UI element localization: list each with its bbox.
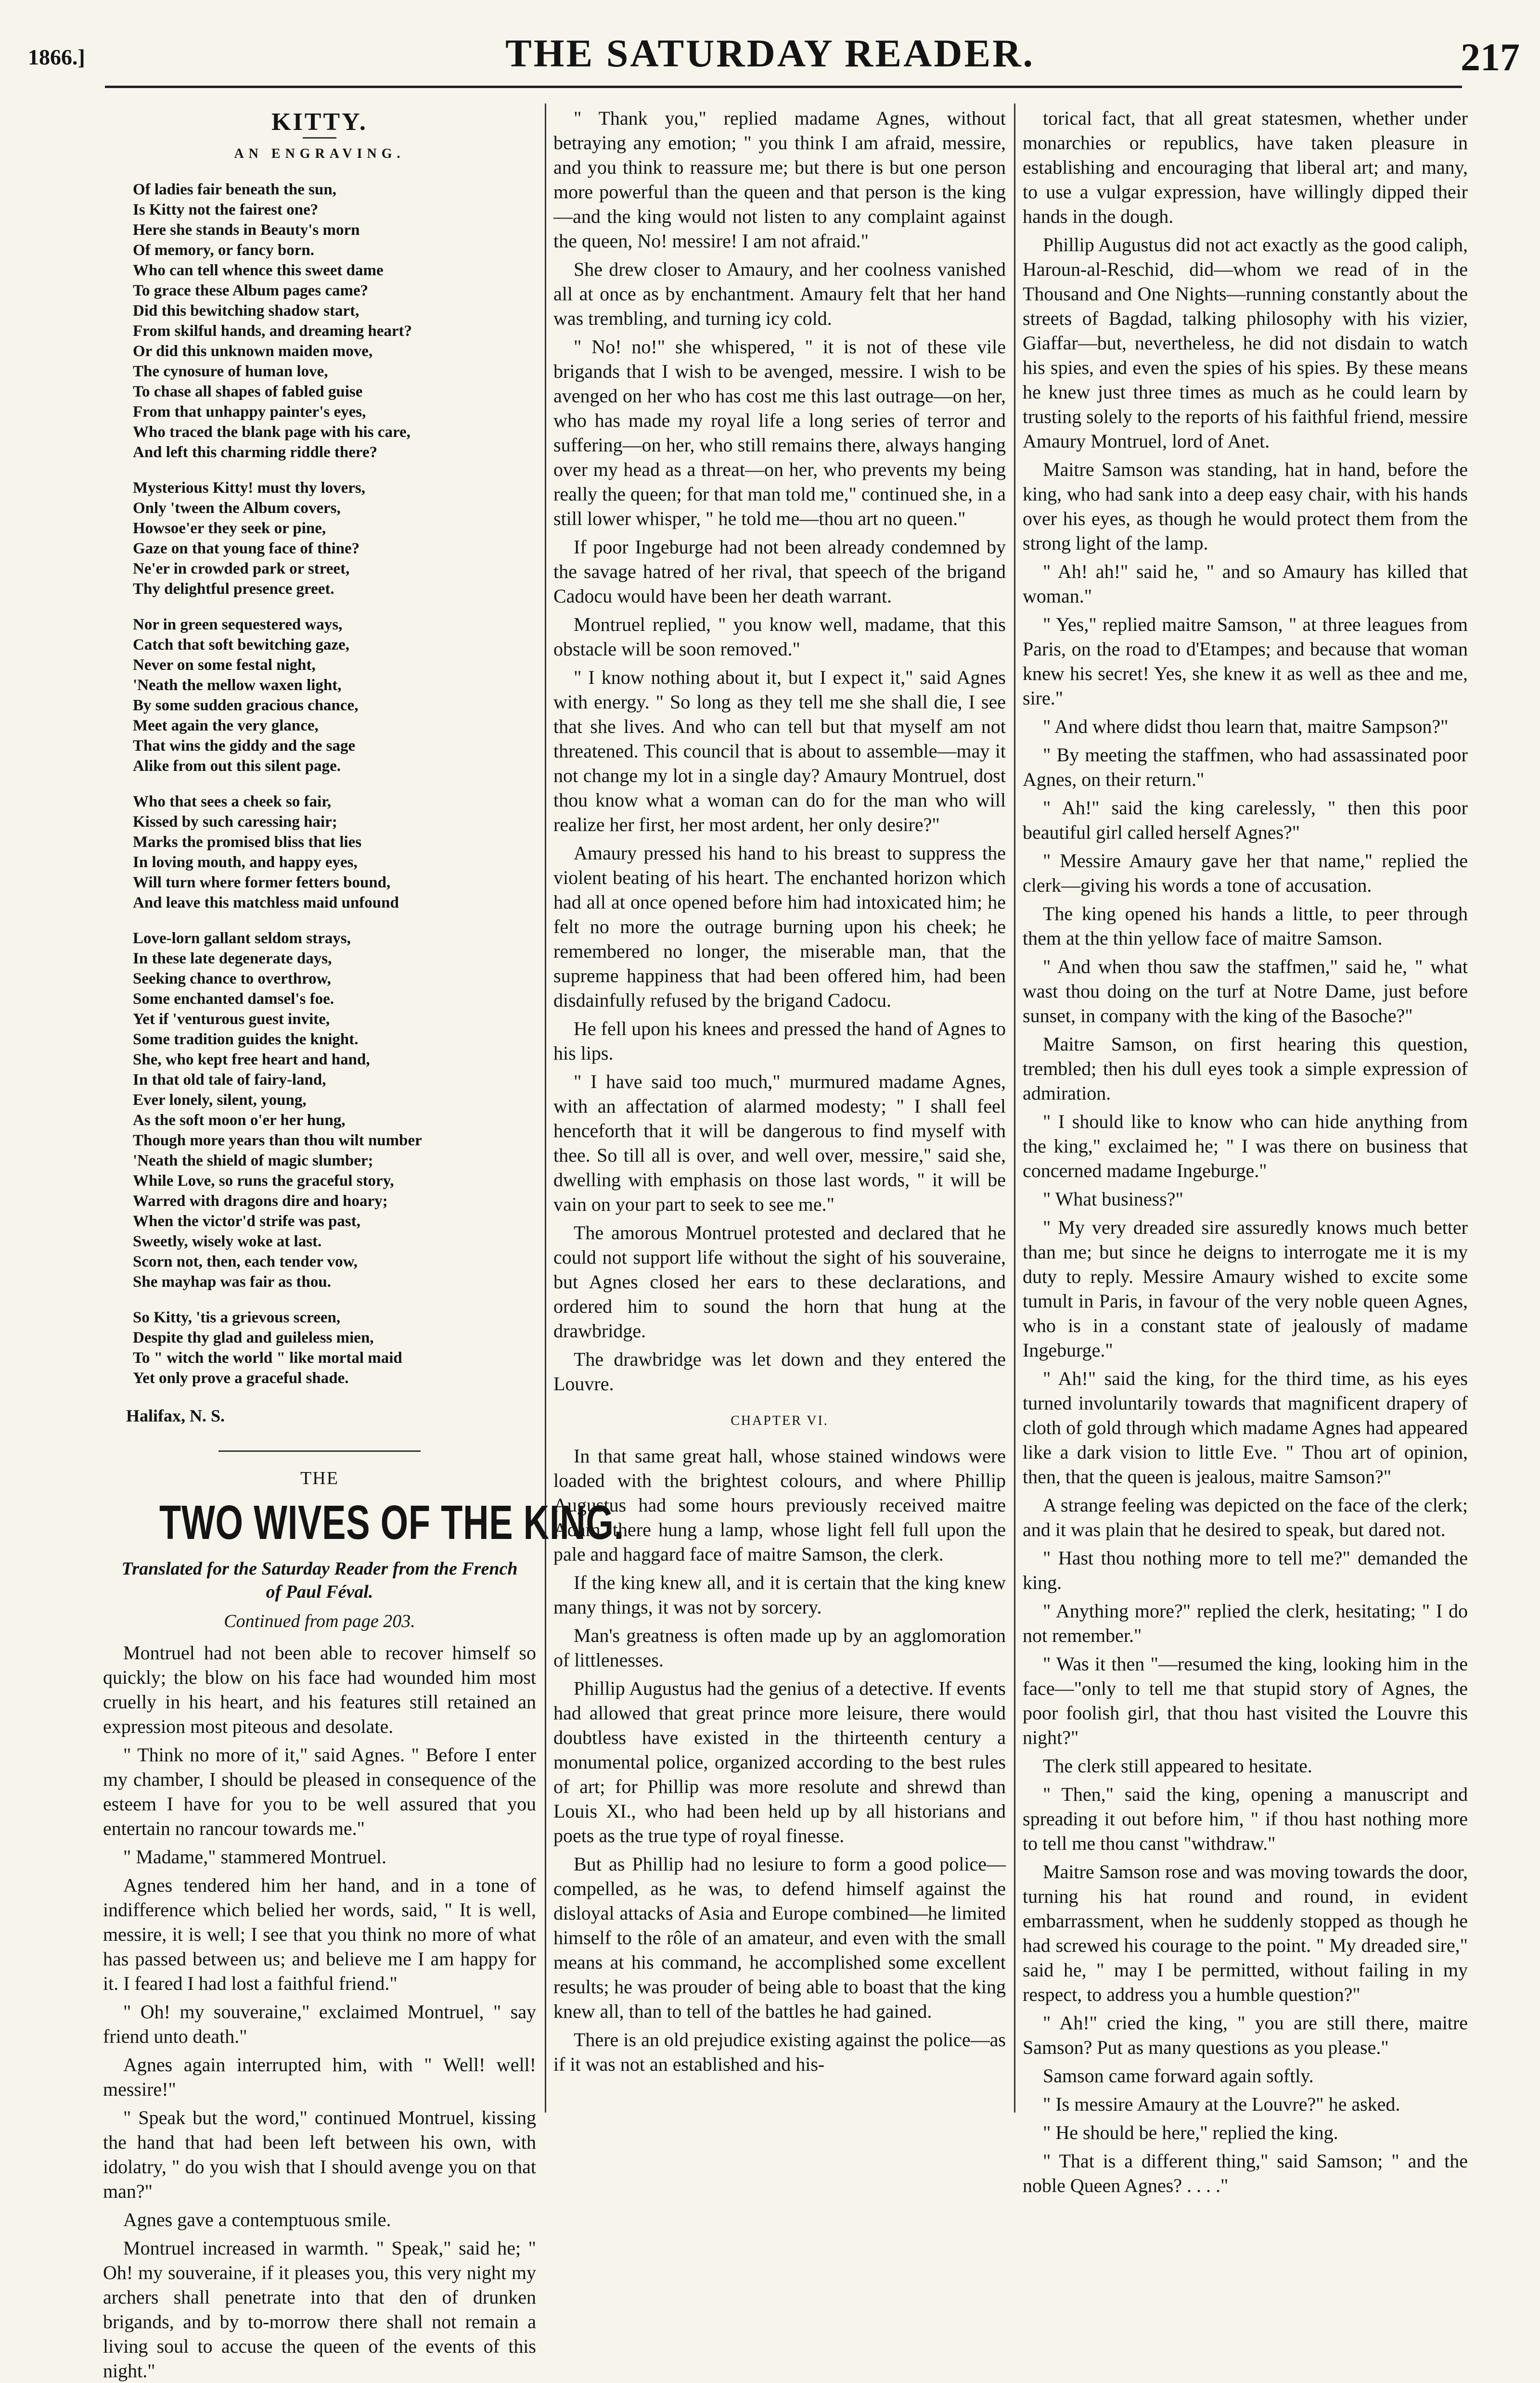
poem-stanza [133, 478, 536, 599]
chapter-heading: CHAPTER VI. [731, 1413, 829, 1428]
poem-line: By some sudden gracious chance, [133, 697, 359, 714]
poem-line: And left this charming riddle there? [133, 444, 378, 461]
paragraph: Agnes tendered him her hand, and in a tone of indifference which belied her words, said, " It is well, messire, it is well; I see that you think no more of what has passed between us; and believe me I am happy for it. I feared I had lost a faithful friend." [103, 1874, 536, 1994]
poem-line: Mysterious Kitty! must thy lovers, [133, 479, 366, 497]
column-3-text [1023, 106, 1468, 2198]
paragraph: Montruel increased in warmth. " Speak," said he; " Oh! my souveraine, if it pleases you, this very night my archers shall penetrate into that den of drunken brigands, and by to-morrow there shall not remain a living soul to accuse the queen of the events of this night." [103, 2237, 536, 2382]
poem-line: The cynosure of human love, [133, 363, 328, 380]
paragraph: " Oh! my souveraine," exclaimed Montruel, " say friend unto death." [103, 2001, 536, 2047]
paragraph: Montruel replied, " you know well, madame, that this obstacle will be soon removed." [553, 614, 1006, 660]
paragraph: A strange feeling was depicted on the face of the clerk; and it was plain that he desired to speak, but dared not. [1023, 1494, 1468, 1540]
paragraph: Maitre Samson rose and was moving towards the door, turning his hat round and round, in evident embarrassment, when he suddenly stopped as though he had screwed his courage to the point. " My dreaded sire," said he, " may I be permitted, without failing in my respect, to address you a humble question?" [1023, 1861, 1468, 2005]
paragraph: Man's greatness is often made up by an agglomoration of littlenesses. [553, 1625, 1006, 1671]
poem-line: Alike from out this silent page. [133, 757, 341, 775]
paragraph: " I have said too much," murmured madame Agnes, with an affectation of alarmed modesty; " I shall feel henceforth that it will be dangerous to find myself with thee. So till all is over, and well over, messire," said she, dwelling with emphasis on those last words, " it will be vain on your part to seek to see me." [553, 1071, 1006, 1215]
poem-line: To grace these Album pages came? [133, 282, 369, 299]
paragraph: " Ah!" said the king, for the third time, as his eyes turned involuntarily towards that magnificent drapery of cloth of gold through which madame Agnes had appeared like a dark vision to little Eve. " Thou art of opinion, then, that the queen is jealous, maitre Samson?" [1023, 1368, 1468, 1487]
paragraph: The amorous Montruel protested and declared that he could not support life without the sight of his souveraine, but Agnes closed her ears to these declarations, and ordered him to sound the horn that hung at the drawbridge. [553, 1222, 1006, 1342]
poem-line: Sweetly, wisely woke at last. [133, 1233, 322, 1250]
paragraph: If the king knew all, and it is certain that the king knew many things, it was not by sorcery. [553, 1572, 1006, 1618]
poem-body [103, 179, 536, 1388]
poem-line: Though more years than thou wilt number [133, 1132, 422, 1149]
paragraph: " He should be here," replied the king. [1043, 2122, 1338, 2143]
paragraph: torical fact, that all great statesmen, whether under monarchies or republics, have taken pleasure in establishing and encouraging that liberal art; and many, to use a vulgar expression, have willingly dipped their hands in the dough. [1023, 107, 1468, 227]
poem-line: Some tradition guides the knight. [133, 1031, 359, 1048]
paragraph: " Madame," stammered Montruel. [123, 1846, 386, 1868]
poem-line: Who can tell whence this sweet dame [133, 262, 384, 279]
poem-stanza [133, 179, 536, 462]
poem-subtitle: AN ENGRAVING. [234, 146, 405, 161]
poem-stanza [133, 792, 536, 913]
masthead-title: THE SATURDAY READER. [505, 31, 1035, 75]
issue-date: 1866.] [28, 45, 85, 69]
story-the: THE [300, 1468, 339, 1488]
paragraph: " Was it then "—resumed the king, looking him in the face—"only to tell me that stupid story of Agnes, the poor foolish girl, that thou hast visited the Louvre this night?" [1023, 1653, 1468, 1748]
poem-line: Did this bewitching shadow start, [133, 302, 359, 320]
header-rule [105, 86, 1462, 88]
column-divider [545, 103, 546, 2113]
poem-line: Is Kitty not the fairest one? [133, 201, 319, 218]
poem-line: Seeking chance to overthrow, [133, 970, 331, 987]
paragraph: Maitre Samson, on first hearing this question, trembled; then his dull eyes took a simple expression of admiration. [1023, 1033, 1468, 1104]
paragraph: She drew closer to Amaury, and her coolness vanished all at once as by enchantment. Amaury felt that her hand was trembling, and turning icy cold. [553, 258, 1006, 329]
poem-line: In that old tale of fairy-land, [133, 1071, 326, 1089]
poem-place: Halifax, N. S. [126, 1406, 225, 1425]
paragraph: Phillip Augustus had the genius of a detective. If events had allowed that great prince more leisure, there would doubtless have existed in the thirteenth century a monumental police, organized according to the best rules of art; for Phillip was more resolute and shrewd than Louis XI., who had been held up by all historians and poets as the true type of royal finesse. [553, 1678, 1006, 1846]
poem-line: Here she stands in Beauty's morn [133, 221, 360, 239]
column-3 [1023, 106, 1468, 2196]
poem-line: In these late degenerate days, [133, 950, 332, 967]
paragraph: Maitre Samson was standing, hat in hand, before the king, who had sank into a deep easy chair, with his hands over his eyes, as though he would protect them from the strong light of the lamp. [1023, 459, 1468, 554]
poem-line: From skilful hands, and dreaming heart? [133, 322, 412, 340]
poem-line: Some enchanted damsel's foe. [133, 990, 334, 1008]
paragraph: " Think no more of it," said Agnes. " Before I enter my chamber, I should be pleased in consequence of the esteem I have for you to be well assured that you entertain no rancour towards me." [103, 1744, 536, 1839]
paragraph: " That is a different thing," said Samson; " and the noble Queen Agnes? . . . ." [1023, 2150, 1468, 2196]
poem-line: To chase all shapes of fabled guise [133, 383, 363, 400]
continued-note: Continued from page 203. [224, 1611, 415, 1631]
poem-line: To " witch the world " like mortal maid [133, 1349, 402, 1367]
poem-stanza [133, 928, 536, 1292]
paragraph: But as Phillip had no lesiure to form a good police—compelled, as he was, to defend himself against the disloyal attacks of Asia and Europe combined—he limited himself to the rôle of an amateur, and even with the small means at his command, he accomplished some excellent results; he was prouder of being able to boast that the king knew all, than to tell of the battles he had gained. [553, 1853, 1006, 2022]
poem-line: Yet if 'venturous guest invite, [133, 1011, 330, 1028]
paragraph: Amaury pressed his hand to his breast to suppress the violent beating of his heart. The enchanted horizon which had all at once opened before him had intoxicated him; he felt no more the outrage burning upon his cheek; he remembered no longer, the miserable man, that the supreme happiness that had been offered him, had been disdainfully refused by the brigand Cadocu. [553, 842, 1006, 1011]
paragraph: In that same great hall, whose stained windows were loaded with the brightest colours, and where Phillip Augustus had some hours previously received maitre Adam, there hung a lamp, whose light fell full upon the pale and haggard face of maitre Samson, the clerk. [553, 1445, 1006, 1565]
poem-title: KITTY. [271, 108, 368, 136]
poem-line: Gaze on that young face of thine? [133, 540, 360, 557]
paragraph: " Hast thou nothing more to tell me?" demanded the king. [1023, 1547, 1468, 1593]
poem-line: Yet only prove a graceful shade. [133, 1370, 349, 1387]
poem-line: Meet again the very glance, [133, 717, 319, 734]
paragraph: He fell upon his knees and pressed the hand of Agnes to his lips. [553, 1018, 1006, 1064]
poem-stanza [133, 1307, 536, 1388]
column-2 [553, 106, 1006, 2122]
paragraph: Montruel had not been able to recover himself so quickly; the blow on his face had wounded him most cruelly in his heart, and his features still retained an expression most piteous and desolate. [103, 1642, 536, 1737]
poem-line: Kissed by such caressing hair; [133, 813, 337, 831]
poem-line: From that unhappy painter's eyes, [133, 403, 366, 421]
poem-line: Despite thy glad and guileless mien, [133, 1329, 374, 1346]
paragraph: " By meeting the staffmen, who had assassinated poor Agnes, on their return." [1023, 744, 1468, 790]
paragraph: " I know nothing about it, but I expect it," said Agnes with energy. " So long as they tell me she shall die, I see that she lives. And who can tell but that myself am not threatened. This council that is about to assemble—may it not change my lot in a single day? Amaury Montruel, dost thou know what a woman can do for the man who will realize her first, her most ardent, her only desire?" [553, 666, 1006, 835]
poem-line: Who that sees a cheek so fair, [133, 793, 332, 810]
paragraph: " Messire Amaury gave her that name," replied the clerk—giving his words a tone of accusation. [1023, 850, 1468, 896]
poem-line: While Love, so runs the graceful story, [133, 1172, 394, 1190]
poem-line: As the soft moon o'er her hung, [133, 1112, 346, 1129]
paragraph: The clerk still appeared to hesitate. [1043, 1755, 1312, 1777]
poem-line: Thy delightful presence greet. [133, 580, 334, 598]
poem-line: Will turn where former fetters bound, [133, 874, 391, 891]
poem-line: Ever lonely, silent, young, [133, 1091, 307, 1109]
poem-line: She mayhap was fair as thou. [133, 1273, 331, 1291]
poem-line: Howsoe'er they seek or pine, [133, 520, 326, 537]
translation-note: Translated for the Saturday Reader from the French of Paul Féval. [121, 1559, 518, 1602]
paragraph: " And when thou saw the staffmen," said he, " what wast thou doing on the turf at Notre Dame, just before sunset, in company with the king of the Basoche?" [1023, 956, 1468, 1026]
paragraph: " Is messire Amaury at the Louvre?" he asked. [1043, 2093, 1400, 2115]
paragraph: The king opened his hands a little, to peer through them at the thin yellow face of maitre Samson. [1023, 903, 1468, 949]
paragraph: " Anything more?" replied the clerk, hesitating; " I do not remember." [1023, 1600, 1468, 1646]
paragraph: " Yes," replied maitre Samson, " at three leagues from Paris, on the road to d'Etampes; and because that woman knew his secret! Yes, she knew it as well as thee and me, sire." [1023, 614, 1468, 709]
poem-line: Marks the promised bliss that lies [133, 833, 362, 851]
paragraph: Agnes gave a contemptuous smile. [123, 2209, 391, 2230]
column-2-text [553, 106, 1006, 1396]
paragraph: " Ah!" cried the king, " you are still there, maitre Samson? Put as many questions as you please." [1023, 2012, 1468, 2058]
poem-line: Or did this unknown maiden move, [133, 343, 373, 360]
paragraph: Agnes again interrupted him, with " Well! well! messire!" [103, 2054, 536, 2100]
paragraph: " Thank you," replied madame Agnes, without betraying any emotion; " you think I am afraid, messire, and you think to reassure me; but there is but one person more powerful than the queen and that person is the king—and the king would not listen to any complaint against the queen, No! messire! I am not afraid." [553, 107, 1006, 252]
paragraph: " I should like to know who can hide anything from the king," exclaimed he; " I was there on business that concerned madame Ingeburge." [1023, 1111, 1468, 1181]
poem-line: That wins the giddy and the sage [133, 737, 356, 755]
poem-line: Never on some festal night, [133, 656, 316, 674]
divider [218, 1450, 421, 1452]
divider [303, 137, 336, 139]
poem-line: And leave this matchless maid unfound [133, 894, 399, 911]
poem-line: 'Neath the mellow waxen light, [133, 677, 342, 694]
poem-line: Of ladies fair beneath the sun, [133, 181, 336, 198]
column-2-text-b [553, 1444, 1006, 2076]
story-title: TWO WIVES OF THE KING. [159, 1496, 624, 1550]
paragraph: " No! no!" she whispered, " it is not of these vile brigands that I wish to be avenged, messire. I wish to be avenged on her who has cost me this last outrage—on her, who has made my royal life a long series of terror and suffering—on her, who still remains there, always hanging over my head as a threat—on her, who prevents my being really the queen; for that man told me," continued she, in a still lower whisper, " he told me—thou art no queen." [553, 336, 1006, 529]
paragraph: Phillip Augustus did not act exactly as the good caliph, Haroun-al-Reschid, did—whom we read of in the Thousand and One Nights—running constantly about the streets of Bagdad, talking philosophy with his vizier, Giaffar—but, nevertheless, he did not disdain to watch his spies, and even the spies of his spies. By these means he knew just three times as much as he could learn by trusting solely to the reports of his faithful friend, messire Amaury Montruel, lord of Anet. [1023, 234, 1468, 452]
page-header [0, 0, 1540, 96]
poem-line: Love-lorn gallant seldom strays, [133, 930, 351, 947]
page-number: 217 [1461, 35, 1520, 79]
poem-line: 'Neath the shield of magic slumber; [133, 1152, 373, 1169]
poem-line: She, who kept free heart and hand, [133, 1051, 370, 1068]
poem-line: Ne'er in crowded park or street, [133, 560, 350, 577]
poem-line: Scorn not, then, each tender vow, [133, 1253, 358, 1270]
paragraph: " Then," said the king, opening a manuscript and spreading it out before him, " if thou hast nothing more to tell me thou canst "withdraw." [1023, 1783, 1468, 1854]
column-1-text [103, 1640, 536, 2383]
paragraph: The drawbridge was let down and they entered the Louvre. [553, 1348, 1006, 1395]
column-divider [1014, 103, 1015, 2113]
paragraph: " What business?" [1043, 1188, 1183, 1210]
poem-line: Only 'tween the Album covers, [133, 500, 341, 517]
poem-line: Of memory, or fancy born. [133, 242, 315, 259]
paragraph: " My very dreaded sire assuredly knows much better than me; but since he deigns to interrogate me it is my duty to reply. Messire Amaury wished to excite some tumult in Paris, in favour of the very noble queen Agnes, who is in a constant state of jealously of madame Ingeburge." [1023, 1217, 1468, 1361]
poem-line: Who traced the blank page with his care, [133, 423, 411, 441]
poem-line: Catch that soft bewitching gaze, [133, 636, 350, 653]
poem-stanza [133, 615, 536, 776]
column-1 [103, 106, 624, 2382]
paragraph: If poor Ingeburge had not been already condemned by the savage hatred of her rival, that speech of the brigand Cadocu would have been her death warrant. [553, 536, 1006, 607]
paragraph: " And where didst thou learn that, maitre Sampson?" [1043, 716, 1449, 737]
poem-line: When the victor'd strife was past, [133, 1213, 360, 1230]
poem-line: In loving mouth, and happy eyes, [133, 854, 358, 871]
poem-line: Nor in green sequestered ways, [133, 616, 343, 633]
paragraph: Samson came forward again softly. [1043, 2065, 1314, 2087]
paragraph: There is an old prejudice existing against the police—as if it was not an established and his- [553, 2029, 1006, 2075]
poem-line: So Kitty, 'tis a grievous screen, [133, 1309, 341, 1326]
paragraph: " Speak but the word," continued Montruel, kissing the hand that had been left between his own, with idolatry, " do you wish that I should avenge you on that man?" [103, 2107, 536, 2202]
paragraph: " Ah! ah!" said he, " and so Amaury has killed that woman." [1023, 561, 1468, 607]
paragraph: " Ah!" said the king carelessly, " then this poor beautiful girl called herself Agnes?" [1023, 797, 1468, 843]
poem-line: Warred with dragons dire and hoary; [133, 1192, 388, 1210]
